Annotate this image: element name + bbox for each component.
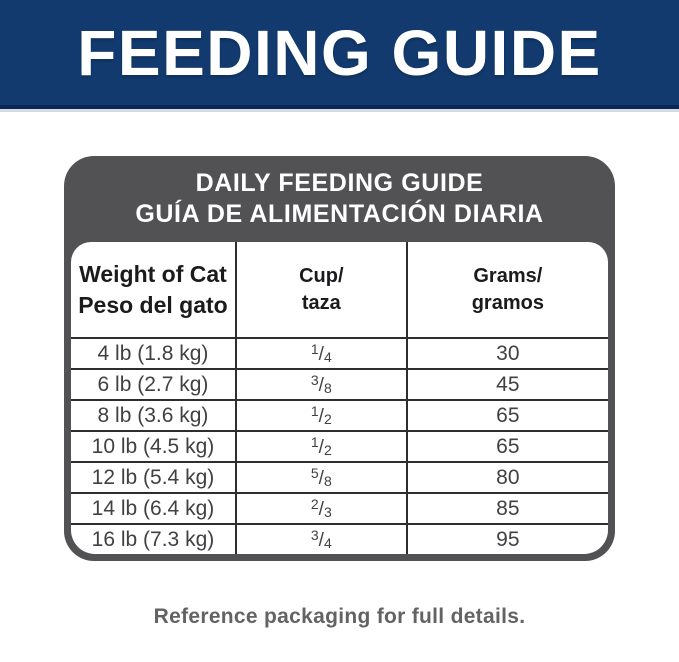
feeding-table-wrap bbox=[71, 242, 608, 554]
cup-fraction: $^3$/8 bbox=[310, 371, 332, 396]
weight-column-header bbox=[71, 242, 237, 337]
grams-cell: 65 bbox=[408, 399, 608, 430]
weight-cell: 12 lb (5.4 kg) bbox=[71, 461, 237, 492]
cup-cell bbox=[237, 430, 408, 461]
cup-cell bbox=[237, 399, 408, 430]
grams-cell: 95 bbox=[408, 523, 608, 554]
cup-fraction: $^2$/3 bbox=[310, 495, 332, 520]
footer-note bbox=[0, 605, 679, 629]
cup-fraction: $^3$/4 bbox=[310, 526, 332, 551]
card-title-spanish: GUÍA DE ALIMENTACIÓN DIARIA bbox=[135, 200, 544, 228]
cup-column-header bbox=[237, 242, 408, 337]
cup-header-en: Cup/ bbox=[299, 264, 344, 287]
cup-cell bbox=[237, 492, 408, 523]
cup-fraction: $^1$/2 bbox=[310, 402, 332, 427]
grams-cell: 65 bbox=[408, 430, 608, 461]
cup-fraction: $^1$/2 bbox=[310, 433, 332, 458]
grams-cell: 85 bbox=[408, 492, 608, 523]
weight-cell: 10 lb (4.5 kg) bbox=[71, 430, 237, 461]
weight-cell: 4 lb (1.8 kg) bbox=[71, 337, 237, 368]
banner-underline bbox=[0, 109, 679, 112]
card-header bbox=[71, 156, 608, 242]
grams-cell: 80 bbox=[408, 461, 608, 492]
weight-cell: 16 lb (7.3 kg) bbox=[71, 523, 237, 554]
feeding-guide-card bbox=[64, 156, 615, 561]
cup-fraction: $^5$/8 bbox=[310, 464, 332, 489]
cup-cell bbox=[237, 368, 408, 399]
grams-header-es: gramos bbox=[471, 291, 544, 314]
banner bbox=[0, 0, 679, 109]
cup-header-es: taza bbox=[301, 291, 341, 314]
feeding-table bbox=[71, 242, 608, 554]
cup-cell bbox=[237, 461, 408, 492]
weight-cell: 6 lb (2.7 kg) bbox=[71, 368, 237, 399]
grams-column-header bbox=[408, 242, 608, 337]
weight-cell: 8 lb (3.6 kg) bbox=[71, 399, 237, 430]
cup-fraction: $^1$/4 bbox=[310, 340, 332, 365]
grams-cell: 45 bbox=[408, 368, 608, 399]
weight-cell: 14 lb (6.4 kg) bbox=[71, 492, 237, 523]
footer-note-text: Reference packaging for full details. bbox=[153, 605, 526, 628]
grams-header-en: Grams/ bbox=[473, 264, 543, 287]
card-title-english: DAILY FEEDING GUIDE bbox=[195, 169, 484, 197]
page-title: FEEDING GUIDE bbox=[77, 16, 602, 89]
weight-header-en: Weight of Cat bbox=[79, 260, 227, 287]
cup-cell bbox=[237, 337, 408, 368]
weight-header-es: Peso del gato bbox=[78, 291, 228, 318]
cup-cell bbox=[237, 523, 408, 554]
grams-cell: 30 bbox=[408, 337, 608, 368]
